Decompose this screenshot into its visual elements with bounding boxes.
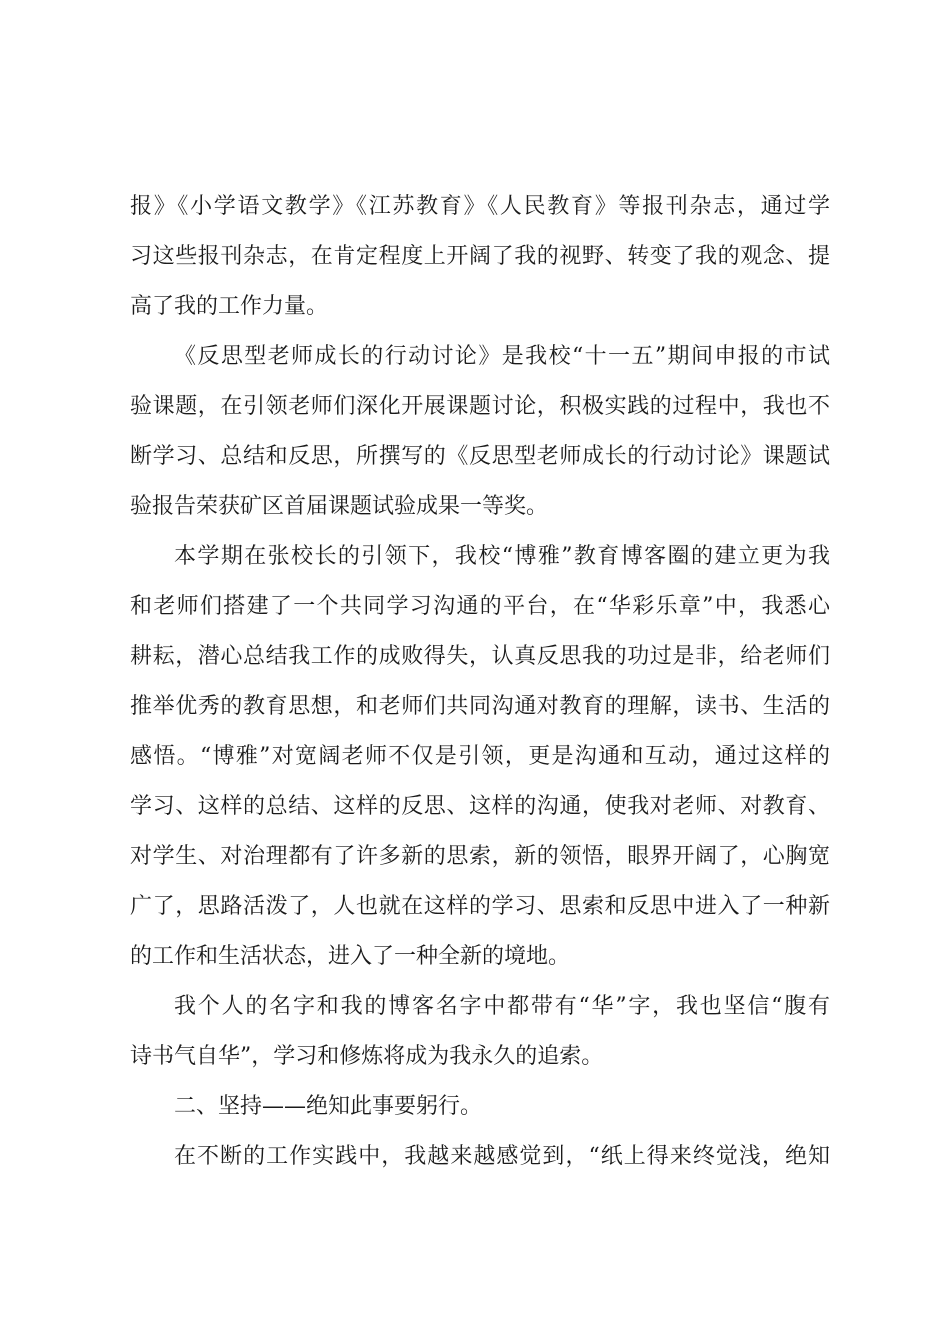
text-line: 耕耘，潜心总结我工作的成败得失，认真反思我的功过是非，给老师们 (130, 644, 830, 669)
text-line: 对学生、对治理都有了许多新的思索，新的领悟，眼界开阔了，心胸宽 (130, 844, 830, 869)
text-line: 诗书气自华”，学习和修炼将成为我永久的追索。 (130, 1044, 604, 1069)
text-line: 推举优秀的教育思想，和老师们共同沟通对教育的理解，读书、生活的 (130, 694, 830, 719)
text-line: 广了，思路活泼了，人也就在这样的学习、思索和反思中进入了一种新 (130, 894, 830, 919)
section-heading: 二、坚持——绝知此事要躬行。 (174, 1094, 483, 1119)
text-line: 习这些报刊杂志，在肯定程度上开阔了我的视野、转变了我的观念、提 (130, 244, 830, 269)
text-line: 的工作和生活状态，进入了一种全新的境地。 (130, 944, 571, 969)
paragraph-first-line: 在不断的工作实践中，我越来越感觉到，“纸上得来终觉浅，绝知 (174, 1144, 830, 1169)
text-line: 验课题，在引领老师们深化开展课题讨论，积极实践的过程中，我也不 (130, 394, 830, 419)
text-line: 感悟。“博雅”对宽阔老师不仅是引领，更是沟通和互动，通过这样的 (130, 744, 830, 769)
paragraph-first-line: 《反思型老师成长的行动讨论》是我校“十一五”期间申报的市试 (174, 344, 830, 369)
paragraph-first-line: 我个人的名字和我的博客名字中都带有“华”字，我也坚信“腹有 (174, 994, 830, 1019)
text-line: 学习、这样的总结、这样的反思、这样的沟通，使我对老师、对教育、 (130, 794, 830, 819)
text-line: 验报告荣获矿区首届课题试验成果一等奖。 (130, 494, 549, 519)
text-line: 报》《小学语文教学》《江苏教育》《人民教育》等报刊杂志，通过学 (130, 194, 830, 219)
text-line: 断学习、总结和反思，所撰写的《反思型老师成长的行动讨论》课题试 (130, 444, 830, 469)
text-line: 和老师们搭建了一个共同学习沟通的平台，在“华彩乐章”中，我悉心 (130, 594, 830, 619)
text-line: 高了我的工作力量。 (130, 294, 329, 319)
paragraph-first-line: 本学期在张校长的引领下，我校“博雅”教育博客圈的建立更为我 (174, 544, 830, 569)
